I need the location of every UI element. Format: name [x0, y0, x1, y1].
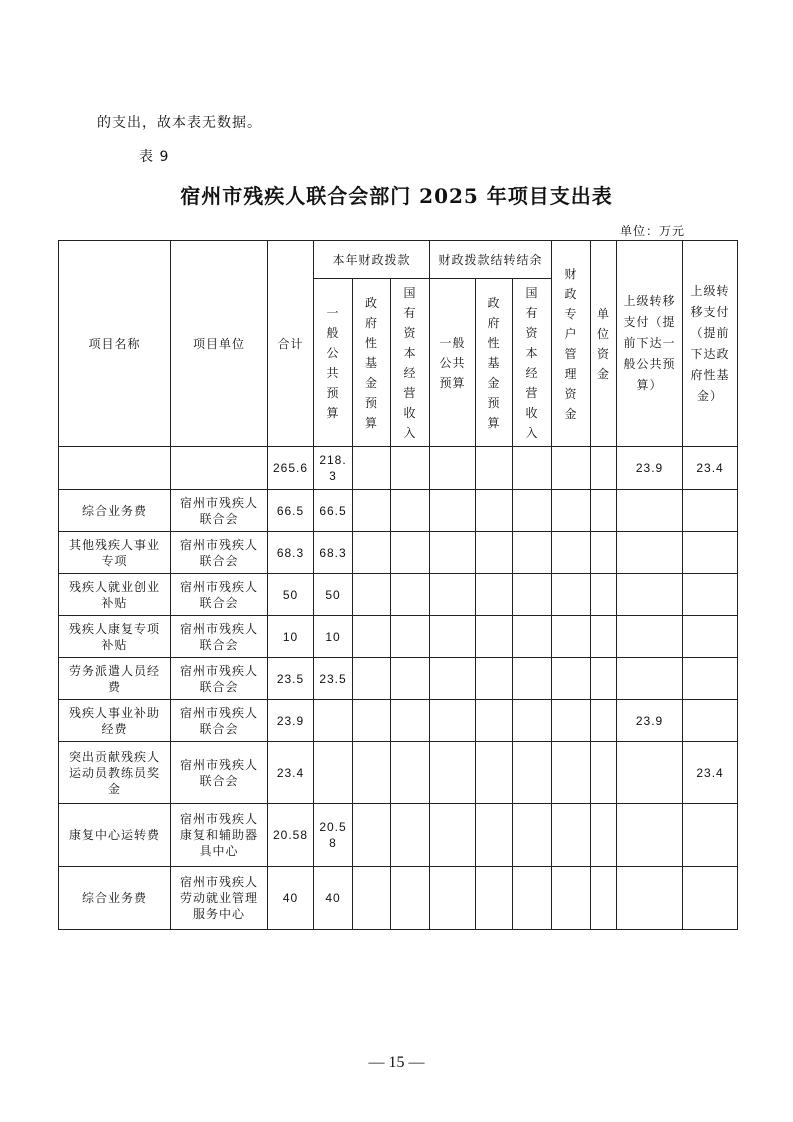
row-general-budget: 50 [325, 587, 341, 602]
row-transfer-gov-fund: 23.4 [683, 742, 738, 804]
page-title: 宿州市残疾人联合会部门 2025 年项目支出表 [180, 184, 613, 208]
row-general-budget: 23.5 [319, 671, 347, 686]
row-general-budget: 10 [325, 629, 341, 644]
row-transfer-gov-fund [683, 867, 738, 930]
row-transfer-general [617, 532, 683, 574]
row-general-budget: 68.3 [319, 545, 347, 560]
row-general-budget: 20.58 [319, 820, 347, 850]
project-unit: 宿州市残疾人联合会 [179, 757, 258, 788]
total-row [59, 447, 738, 490]
project-name: 康复中心运转费 [68, 828, 160, 842]
header-gov-fund: 政府性基金预算 [365, 295, 379, 430]
row-transfer-gov-fund [683, 532, 738, 574]
row-total: 23.9 [268, 700, 314, 742]
header-general-budget: 一般公共预算 [326, 305, 340, 420]
row-transfer-general [617, 658, 683, 700]
project-name: 残疾人事业补助经费 [68, 705, 160, 736]
project-unit: 宿州市残疾人联合会 [179, 537, 258, 568]
row-total: 68.3 [268, 532, 314, 574]
table-row [59, 658, 738, 700]
row-total: 66.5 [268, 490, 314, 532]
header-current-appropriation: 本年财政拨款 [314, 241, 430, 279]
total-transfer-gov-fund: 23.4 [683, 447, 738, 490]
project-name: 综合业务费 [81, 503, 147, 518]
row-total: 23.5 [268, 658, 314, 700]
row-transfer-general [617, 574, 683, 616]
project-unit: 宿州市残疾人联合会 [179, 579, 258, 610]
row-transfer-general [617, 867, 683, 930]
row-total: 20.58 [268, 804, 314, 867]
header-carry-state-capital: 国有资本经营收入 [525, 285, 539, 440]
row-transfer-general: 23.9 [617, 700, 683, 742]
table-number: 表 9 [139, 149, 170, 165]
table-row [59, 574, 738, 616]
project-unit: 宿州市残疾人联合会 [179, 495, 258, 526]
project-name: 突出贡献残疾人运动员教练员奖金 [68, 749, 160, 796]
table-row [59, 490, 738, 532]
row-transfer-general [617, 742, 683, 804]
header-special-fund: 财政专户管理资金 [564, 266, 578, 421]
table-header [59, 241, 738, 447]
row-total: 23.4 [268, 742, 314, 804]
row-transfer-general [617, 490, 683, 532]
table-row [59, 742, 738, 804]
project-name: 综合业务费 [81, 891, 147, 905]
project-unit: 宿州市残疾人联合会 [179, 705, 258, 736]
project-unit: 宿州市残疾人联合会 [179, 621, 258, 652]
total-transfer-general: 23.9 [617, 447, 683, 490]
header-unit-fund: 单位资金 [597, 306, 611, 381]
intro-text: 的支出，故本表无数据。 [97, 115, 262, 131]
header-carryover: 财政拨款结转结余 [430, 241, 552, 279]
row-transfer-gov-fund [683, 490, 738, 532]
header-state-capital: 国有资本经营收入 [403, 285, 417, 440]
page-number: — 15 — [368, 1054, 425, 1071]
table-row [59, 867, 738, 930]
row-total: 10 [268, 616, 314, 658]
row-general-budget: 66.5 [319, 503, 347, 518]
header-transfer-general: 上级转移支付（提前下达一般公共预算） [623, 294, 676, 392]
row-transfer-general [617, 804, 683, 867]
header-total: 合计 [268, 241, 314, 447]
project-name: 残疾人就业创业补贴 [68, 579, 160, 610]
header-unit: 项目单位 [171, 241, 268, 447]
row-transfer-gov-fund [683, 658, 738, 700]
unit-label: 单位：万元 [620, 224, 686, 238]
project-unit: 宿州市残疾人联合会 [179, 663, 258, 694]
header-carry-gov-fund: 政府性基金预算 [487, 295, 501, 430]
header-transfer-gov-fund: 上级转移支付（提前下达政府性基金） [690, 283, 730, 403]
row-transfer-gov-fund [683, 804, 738, 867]
project-name: 其他残疾人事业专项 [68, 537, 160, 568]
project-unit: 宿州市残疾人康复和辅助器具中心 [179, 812, 258, 858]
header-carry-general: 一般公共预算 [439, 335, 466, 390]
row-total: 40 [268, 867, 314, 930]
project-name: 残疾人康复专项补贴 [68, 621, 160, 652]
project-name: 劳务派遣人员经费 [68, 663, 160, 694]
project-unit: 宿州市残疾人劳动就业管理服务中心 [179, 875, 258, 921]
table-row [59, 616, 738, 658]
table-body [59, 447, 738, 930]
header-name: 项目名称 [59, 241, 171, 447]
row-total: 50 [268, 574, 314, 616]
row-transfer-gov-fund [683, 616, 738, 658]
total-general-budget: 218.3 [319, 453, 347, 483]
row-transfer-general [617, 616, 683, 658]
row-transfer-gov-fund [683, 700, 738, 742]
table-row [59, 804, 738, 867]
row-transfer-gov-fund [683, 574, 738, 616]
table-row [59, 700, 738, 742]
budget-table [58, 240, 738, 930]
table-row [59, 532, 738, 574]
total-sum: 265.6 [268, 447, 314, 490]
row-general-budget: 40 [325, 891, 341, 905]
